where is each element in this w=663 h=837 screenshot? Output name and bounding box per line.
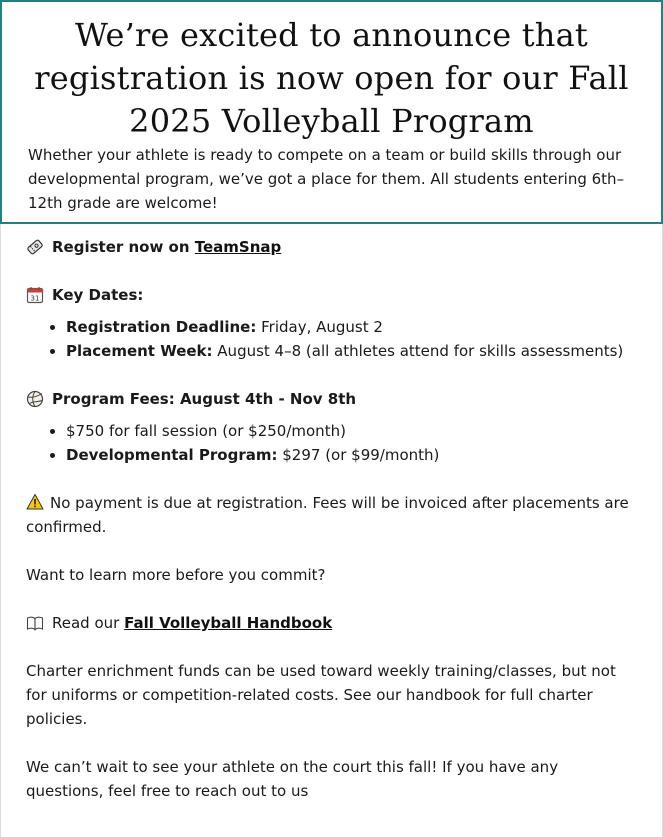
list-item-value: $750 for fall session (or $250/month) bbox=[66, 422, 346, 440]
handbook-prefix: Read our bbox=[52, 614, 125, 632]
teamsnap-link[interactable]: TeamSnap bbox=[194, 238, 282, 256]
announcement-header bbox=[0, 0, 663, 224]
fees-title: Program Fees: August 4th - Nov 8th bbox=[52, 390, 357, 408]
list-item-value: August 4–8 (all athletes attend for skills assessments) bbox=[212, 342, 624, 360]
book-icon bbox=[26, 614, 44, 632]
list-item-value: $297 (or $99/month) bbox=[277, 446, 440, 464]
volleyball-icon bbox=[26, 390, 44, 408]
list-item-label: Developmental Program: bbox=[66, 446, 278, 464]
list-item bbox=[66, 419, 639, 443]
fees-heading bbox=[26, 387, 639, 411]
fees-list bbox=[26, 419, 639, 467]
handbook-link[interactable]: Fall Volleyball Handbook bbox=[124, 614, 333, 632]
intro-text: Whether your athlete is ready to compete on a team or build skills through our developmental program, we’ve got a place for them. All students entering 6th–12th grade are welcome! bbox=[28, 146, 625, 212]
list-item-label: Placement Week: bbox=[66, 342, 213, 360]
charter-note: Charter enrichment funds can be used toward weekly training/classes, but not for uniforms or competition-related costs. See our handbook for full charter policies. bbox=[26, 662, 616, 728]
register-line bbox=[26, 235, 639, 259]
key-dates-list bbox=[26, 315, 639, 363]
closing-text: We can’t wait to see your athlete on the court this fall! If you have any questions, feel free to reach out to us bbox=[26, 758, 559, 800]
ticket-icon bbox=[26, 238, 44, 256]
svg-text:31: 31 bbox=[30, 294, 40, 303]
payment-note bbox=[26, 491, 639, 539]
calendar-icon bbox=[26, 286, 44, 304]
payment-note-text: No payment is due at registration. Fees will be invoiced after placements are confirmed. bbox=[26, 494, 629, 536]
learn-more-text: Want to learn more before you commit? bbox=[26, 566, 326, 584]
list-item bbox=[66, 443, 639, 467]
warning-icon bbox=[26, 493, 44, 511]
list-item bbox=[66, 315, 639, 339]
announcement-body bbox=[26, 235, 639, 803]
handbook-line bbox=[26, 611, 639, 635]
register-prefix: Register now on bbox=[52, 238, 195, 256]
list-item bbox=[66, 339, 639, 363]
list-item-value: Friday, August 2 bbox=[256, 318, 383, 336]
key-dates-title: Key Dates: bbox=[52, 286, 144, 304]
key-dates-heading bbox=[26, 283, 639, 307]
list-item-label: Registration Deadline: bbox=[66, 318, 257, 336]
headline: We’re excited to announce that registration is now open for our Fall 2025 Volleyball Program bbox=[34, 16, 629, 140]
